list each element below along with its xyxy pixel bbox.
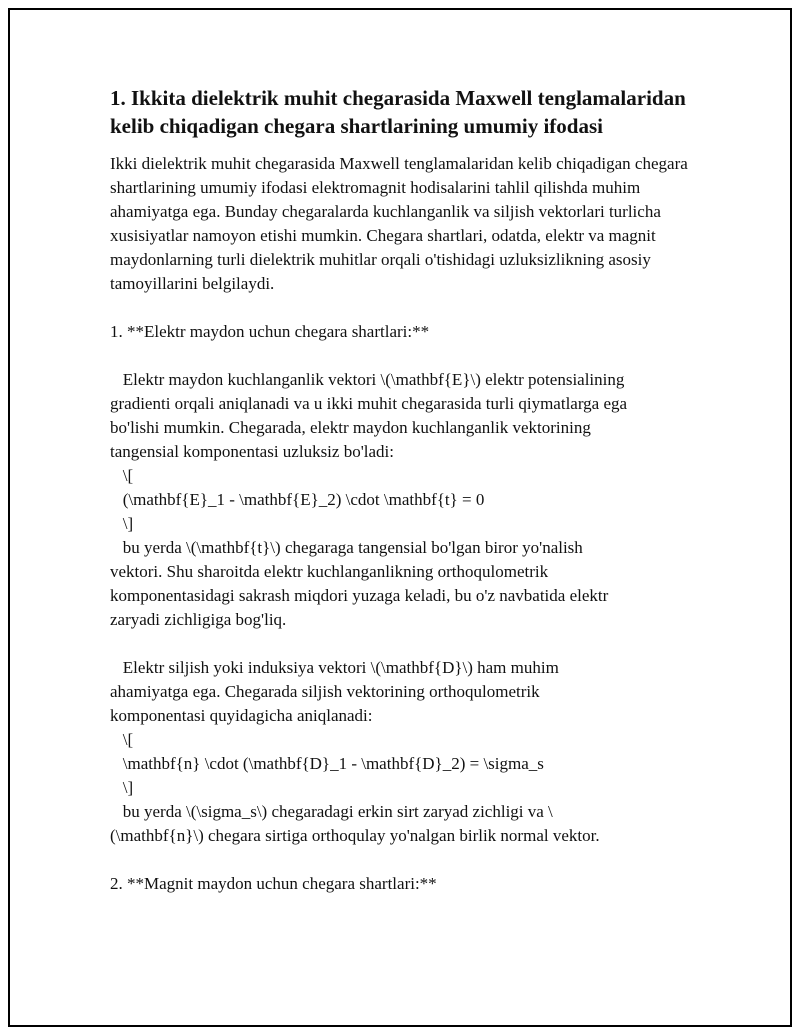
text-line: ahamiyatga ega. Chegarada siljish vektorining orthoqulometrik	[110, 682, 540, 701]
text-line: komponentasi quyidagicha aniqlanadi:	[110, 706, 373, 725]
text-line: bo'lishi mumkin. Chegarada, elektr maydon kuchlanganlik vektorining	[110, 418, 591, 437]
text-line: bu yerda \(\sigma_s\) chegaradagi erkin sirt zaryad zichligi va \	[110, 802, 553, 821]
section1-paragraph-1	[110, 368, 690, 632]
equation-line: \]	[110, 778, 134, 797]
equation-line: \]	[110, 514, 134, 533]
text-line: bu yerda \(\mathbf{t}\) chegaraga tangensial bo'lgan biror yo'nalish	[110, 538, 583, 557]
section1-heading-block	[110, 320, 690, 344]
section1-heading: 1. **Elektr maydon uchun chegara shartlari:**	[110, 322, 430, 341]
spacer	[110, 848, 690, 872]
equation-line: \[	[110, 466, 134, 485]
text-line: Elektr maydon kuchlanganlik vektori \(\mathbf{E}\) elektr potensialining	[110, 370, 625, 389]
intro-paragraph: Ikki dielektrik muhit chegarasida Maxwell tenglamalaridan kelib chiqadigan chegara shartlarining umumiy ifodasi elektromagnit hodisalarini tahlil qilishda muhim ahamiyatga ega. Bunday chegaralarda kuchlanganlik va siljish vektorlari turlicha xusisiyatlar namoyon etishi mumkin. Chegara shartlari, odatda, elektr va magnit maydonlarning turli dielektrik muhitlar orqali o'tishidagi uzluksizlikning asosiy tamoyillarini belgilaydi.	[110, 154, 693, 293]
text-line: zaryadi zichligiga bog'liq.	[110, 610, 287, 629]
spacer	[110, 296, 690, 320]
spacer	[110, 632, 690, 656]
text-line: (\mathbf{n}\) chegara sirtiga orthoqulay yo'nalgan birlik normal vektor.	[110, 826, 600, 845]
section1-paragraph-2	[110, 656, 690, 848]
equation-line: \mathbf{n} \cdot (\mathbf{D}_1 - \mathbf{D}_2) = \sigma_s	[110, 754, 544, 773]
text-line: gradienti orqali aniqlanadi va u ikki muhit chegarasida turli qiymatlarga ega	[110, 394, 628, 413]
text-line: Elektr siljish yoki induksiya vektori \(\mathbf{D}\) ham muhim	[110, 658, 559, 677]
equation-line: (\mathbf{E}_1 - \mathbf{E}_2) \cdot \mathbf{t} = 0	[110, 490, 485, 509]
section2-heading-block	[110, 872, 690, 896]
equation-line: \[	[110, 730, 134, 749]
document-body	[110, 84, 693, 896]
document-title: 1. Ikkita dielektrik muhit chegarasida Maxwell tenglamalaridan kelib chiqadigan chegara shartlarining umumiy ifodasi	[110, 86, 686, 138]
section2-heading: 2. **Magnit maydon uchun chegara shartlari:**	[110, 874, 437, 893]
text-line: vektori. Shu sharoitda elektr kuchlanganlikning orthoqulometrik	[110, 562, 549, 581]
text-line: tangensial komponentasi uzluksiz bo'ladi:	[110, 442, 394, 461]
text-line: komponentasidagi sakrash miqdori yuzaga keladi, bu o'z navbatida elektr	[110, 586, 609, 605]
spacer	[110, 344, 690, 368]
